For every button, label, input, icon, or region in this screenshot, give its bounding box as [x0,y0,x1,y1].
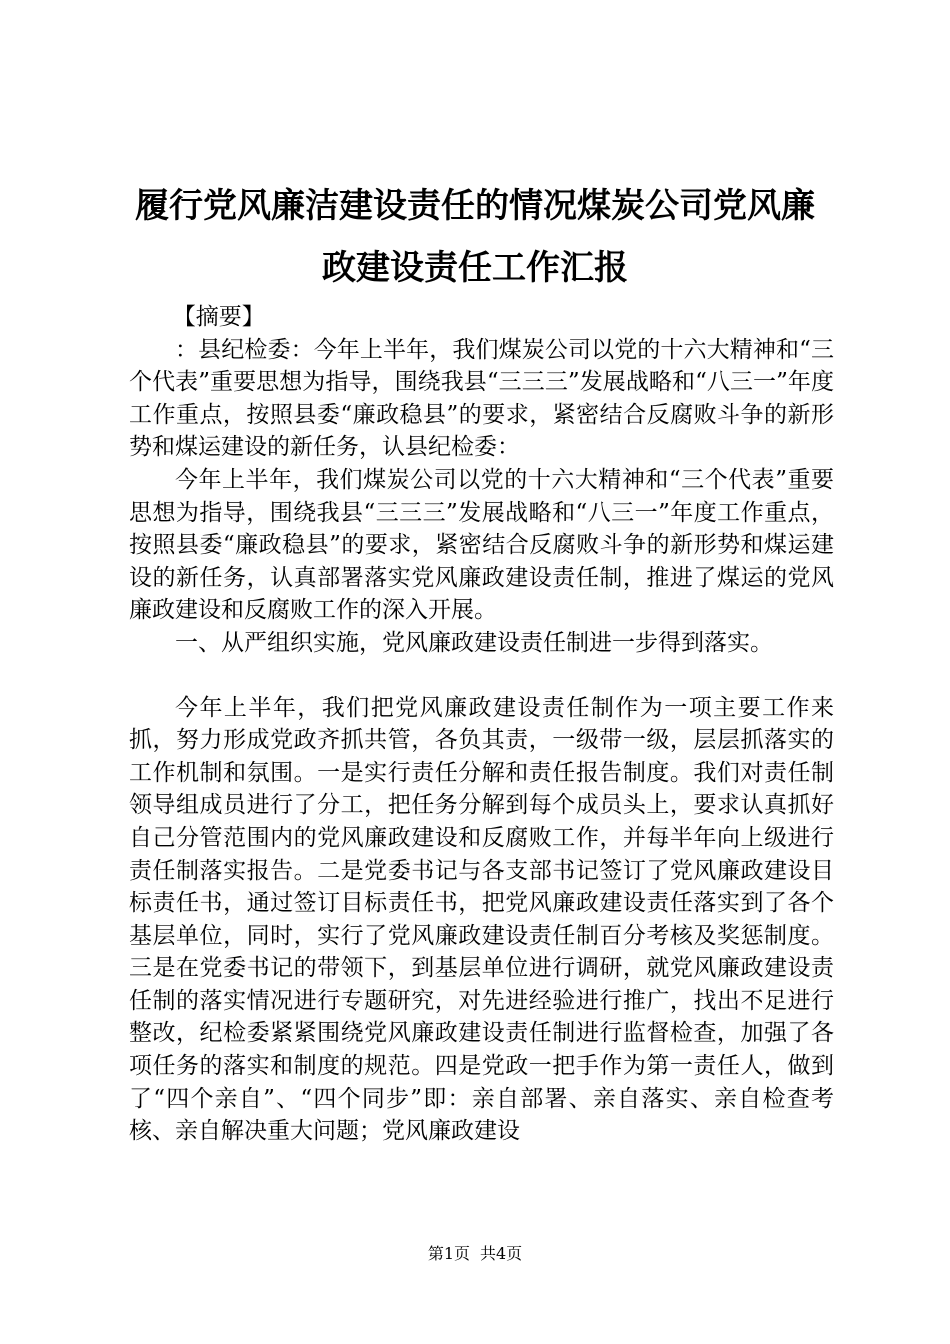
body-paragraph: 今年上半年，我们煤炭公司以党的十六大精神和“三个代表”重要思想为指导，围绕我县“三三三”发展战略和“八三一”年度工作重点，按照县委“廉政稳县”的要求，紧密结合反腐败斗争的新形势和煤运建设的新任务，认真部署落实党风廉政建设责任制，推进了煤运的党风廉政建设和反腐败工作的深入开展。 [129,466,834,624]
body-paragraph: 今年上半年，我们把党风廉政建设责任制作为一项主要工作来抓，努力形成党政齐抓共管，各负其责，一级带一级，层层抓落实的工作机制和氛围。一是实行责任分解和责任报告制度。我们对责任制领导组成员进行了分工，把任务分解到每个成员头上，要求认真抓好自己分管范围内的党风廉政建设和反腐败工作，并每半年向上级进行责任制落实报告。二是党委书记与各支部书记签订了党风廉政建设目标责任书，通过签订目标责任书，把党风廉政建设责任落实到了各个基层单位，同时，实行了党风廉政建设责任制百分考核及奖惩制度。三是在党委书记的带领下，到基层单位进行调研，就党风廉政建设责任制的落实情况进行专题研究，对先进经验进行推广，找出不足进行整改，纪检委紧紧围绕党风廉政建设责任制进行监督检查，加强了各项任务的落实和制度的规范。四是党政一把手作为第一责任人，做到了“四个亲自”、“四个同步”即：亲自部署、亲自落实、亲自检查考核、亲自解决重大问题；党风廉政建设 [129,694,834,1145]
summary-paragraph: ：县纪检委：今年上半年，我们煤炭公司以党的十六大精神和“三个代表”重要思想为指导，围绕我县“三三三”发展战略和“八三一”年度工作重点，按照县委“廉政稳县”的要求，紧密结合反腐败斗争的新形势和煤运建设的新任务，认县纪检委： [129,336,834,461]
summary-label: 【摘要】 [172,304,265,330]
page-total: 共4页 [480,1244,523,1263]
page-number: 第1页 [427,1244,470,1263]
document-body [129,301,834,1148]
page-footer [0,1244,950,1264]
document-title-line-1: 履行党风廉洁建设责任的情况煤炭公司党风廉 [135,186,815,226]
document-title-line-2: 政建设责任工作汇报 [322,248,628,288]
section-heading: 一、从严组织实施，党风廉政建设责任制进一步得到落实。 [175,629,773,656]
